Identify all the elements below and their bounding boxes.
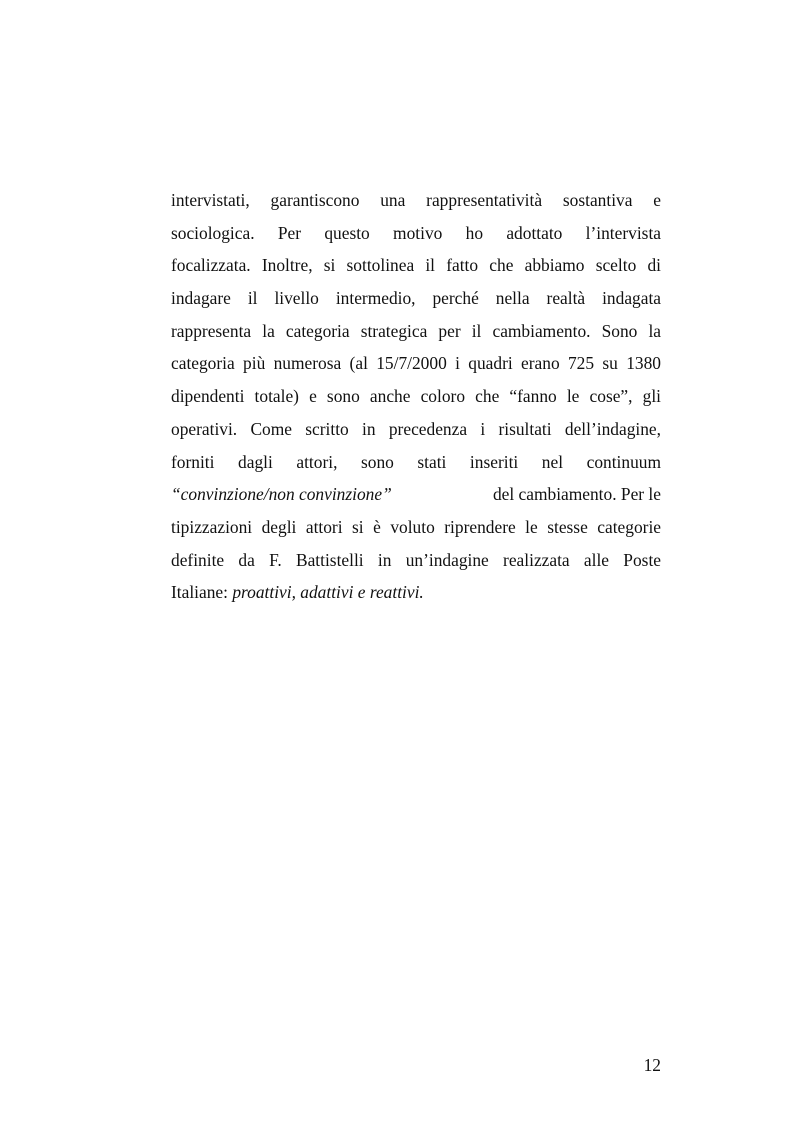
paragraph-line: operativi. Come scritto in precedenza i risultati dell’indagine, — [171, 418, 661, 439]
body-paragraph — [171, 184, 661, 609]
paragraph-line: dipendenti totale) e sono anche coloro che “fanno le cose”, gli — [171, 386, 661, 407]
paragraph-line — [171, 478, 661, 511]
paragraph-line: forniti dagli attori, sono stati inseriti nel continuum — [171, 451, 661, 472]
paragraph-last-line — [171, 576, 661, 609]
paragraph-line: focalizzata. Inoltre, si sottolinea il fatto che abbiamo scelto di — [171, 255, 661, 276]
last-line-plain: Italiane: — [171, 582, 233, 603]
italic-categories: proattivi, adattivi e reattivi. — [232, 582, 424, 603]
paragraph-line: categoria più numerosa (al 15/7/2000 i quadri erano 725 su 1380 — [171, 353, 661, 374]
paragraph-line: sociologica. Per questo motivo ho adottato l’intervista — [171, 222, 661, 243]
paragraph-line: intervistati, garantiscono una rappresentatività sostantiva e — [171, 190, 661, 210]
paragraph-line: tipizzazioni degli attori si è voluto riprendere le stesse categorie — [171, 516, 661, 537]
page-number: 12 — [643, 1055, 661, 1075]
paragraph-line: indagare il livello intermedio, perché nella realtà indagata — [171, 288, 661, 309]
paragraph-line: definite da F. Battistelli in un’indagine realizzata alle Poste — [171, 549, 661, 570]
line-continuation: del cambiamento. Per le — [492, 484, 661, 505]
paragraph-line: rappresenta la categoria strategica per il cambiamento. Sono la — [171, 320, 661, 341]
italic-term: “convinzione/non convinzione” — [171, 484, 392, 505]
